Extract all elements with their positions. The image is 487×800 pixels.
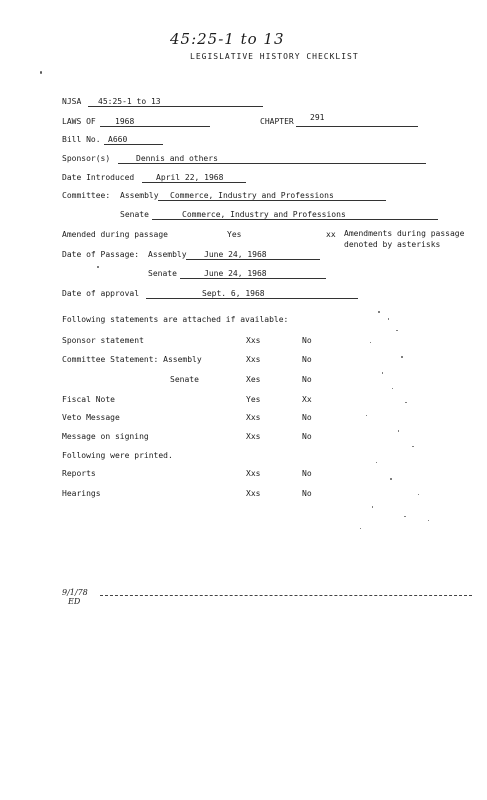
approval-value-line bbox=[146, 289, 358, 299]
attached-row-no: No bbox=[302, 413, 312, 422]
footer-dashed-line bbox=[100, 595, 472, 596]
attached-row-yes: Xxs bbox=[246, 413, 261, 422]
scan-speck bbox=[40, 71, 42, 74]
sponsor-value-line bbox=[118, 154, 426, 164]
attached-row-label: Message on signing bbox=[62, 432, 149, 441]
laws-of-label: LAWS OF bbox=[62, 117, 96, 126]
footer-initials: ED bbox=[68, 597, 81, 606]
attached-row-no: No bbox=[302, 432, 312, 441]
passage-senate-value: June 24, 1968 bbox=[204, 269, 267, 278]
bill-label: Bill No. bbox=[62, 135, 101, 144]
approval-label: Date of approval bbox=[62, 289, 140, 298]
bill-value: A660 bbox=[108, 135, 128, 144]
njsa-value-line bbox=[88, 97, 263, 107]
committee-senate-value-line bbox=[152, 210, 438, 220]
passage-assembly-value-line bbox=[186, 250, 320, 260]
amended-mark: xx bbox=[326, 230, 336, 239]
attached-row-label: Fiscal Note bbox=[62, 395, 115, 404]
attached-row-no: No bbox=[302, 375, 312, 384]
attached-row-yes: Xxs bbox=[246, 432, 261, 441]
passage-senate-value-line bbox=[180, 269, 326, 279]
attached-row-yes: Xxs bbox=[246, 336, 261, 345]
page-title: LEGISLATIVE HISTORY CHECKLIST bbox=[190, 52, 359, 61]
approval-value: Sept. 6, 1968 bbox=[202, 289, 265, 298]
attached-row-no: No bbox=[302, 336, 312, 345]
chapter-value: 291 bbox=[310, 113, 325, 122]
attached-row-label: Senate bbox=[170, 375, 199, 384]
laws-of-value-line bbox=[100, 117, 210, 127]
chapter-label: CHAPTER bbox=[260, 117, 294, 126]
attached-row-yes: Xxs bbox=[246, 355, 261, 364]
attached-heading: Following statements are attached if available: bbox=[62, 315, 289, 324]
njsa-value: 45:25-1 to 13 bbox=[98, 97, 161, 106]
attached-row-label: Committee Statement: Assembly bbox=[62, 355, 202, 364]
date-introduced-value-line bbox=[142, 173, 246, 183]
handwritten-reference: 45:25-1 to 13 bbox=[170, 30, 285, 48]
attached-row-no: Xx bbox=[302, 395, 312, 404]
committee-assembly-value-line bbox=[158, 191, 386, 201]
printed-row-label: Hearings bbox=[62, 489, 101, 498]
sponsor-label: Sponsor(s) bbox=[62, 154, 111, 163]
bill-value-line bbox=[104, 135, 163, 145]
attached-row-no: No bbox=[302, 355, 312, 364]
printed-heading: Following were printed. bbox=[62, 451, 173, 460]
printed-row-no: No bbox=[302, 469, 312, 478]
amended-note-line-2: denoted by asterisks bbox=[344, 240, 441, 249]
committee-assembly-label: Assembly bbox=[120, 191, 159, 200]
footer-date: 9/1/78 bbox=[62, 588, 88, 597]
passage-assembly-label: Assembly bbox=[148, 250, 187, 259]
committee-senate-label: Senate bbox=[120, 210, 149, 219]
passage-label: Date of Passage: bbox=[62, 250, 140, 259]
passage-assembly-value: June 24, 1968 bbox=[204, 250, 267, 259]
sponsor-value: Dennis and others bbox=[136, 154, 218, 163]
njsa-label: NJSA bbox=[62, 97, 82, 106]
printed-row-yes: Xxs bbox=[246, 469, 261, 478]
committee-assembly-value: Commerce, Industry and Professions bbox=[170, 191, 334, 200]
attached-row-label: Veto Message bbox=[62, 413, 120, 422]
amended-value: Yes bbox=[227, 230, 242, 239]
passage-senate-label: Senate bbox=[148, 269, 177, 278]
amended-note-line-1: Amendments during passage bbox=[344, 229, 465, 238]
printed-row-label: Reports bbox=[62, 469, 96, 478]
attached-row-yes: Yes bbox=[246, 395, 261, 404]
scan-speck bbox=[97, 266, 99, 268]
attached-row-yes: Xes bbox=[246, 375, 261, 384]
amended-label: Amended during passage bbox=[62, 230, 168, 239]
attached-row-label: Sponsor statement bbox=[62, 336, 144, 345]
date-introduced-label: Date Introduced bbox=[62, 173, 135, 182]
printed-row-yes: Xxs bbox=[246, 489, 261, 498]
laws-of-value: 1968 bbox=[115, 117, 135, 126]
printed-row-no: No bbox=[302, 489, 312, 498]
footer-date-mark bbox=[62, 588, 88, 606]
chapter-value-line bbox=[296, 113, 418, 127]
committee-senate-value: Commerce, Industry and Professions bbox=[182, 210, 346, 219]
date-introduced-value: April 22, 1968 bbox=[156, 173, 224, 182]
committee-label: Committee: bbox=[62, 191, 111, 200]
